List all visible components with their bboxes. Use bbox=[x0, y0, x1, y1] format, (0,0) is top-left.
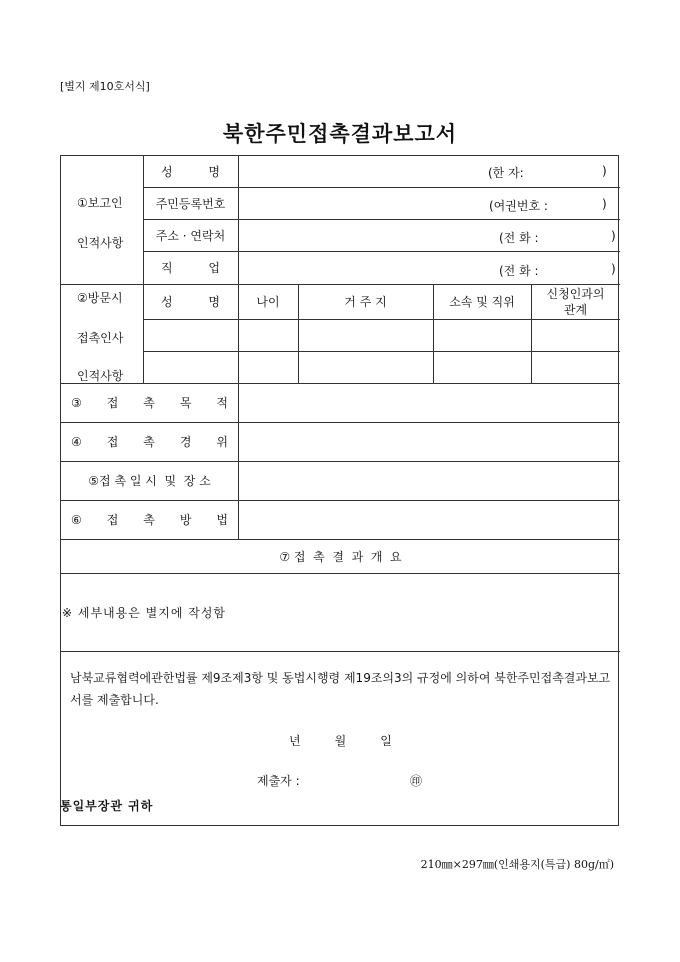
reporter-section-sublabel: 인적사항 bbox=[77, 236, 124, 250]
contact-person-section-label3: 인적사항 bbox=[77, 369, 124, 383]
contact-person-section-label: ②방문시 bbox=[77, 291, 123, 305]
recipient-line: 통일부장관 귀하 bbox=[60, 799, 154, 813]
report-form-table bbox=[60, 155, 619, 826]
contact-person-section-label2: 접촉인사 bbox=[77, 331, 124, 345]
seal-mark: ㊞ bbox=[410, 774, 423, 788]
document-title: 북한주민접촉결과보고서 bbox=[222, 121, 458, 146]
address-contact-label: 주소 · 연락처 bbox=[155, 228, 226, 243]
paper-spec: 210㎜×297㎜(인쇄용지(특급) 80g/㎡) bbox=[420, 858, 614, 871]
contact-background-label: ④ 접 촉 경 위 bbox=[71, 434, 228, 449]
result-summary-header: ⑦ 접 촉 결 과 개 요 bbox=[279, 549, 402, 564]
phone-label: (전 화 : bbox=[499, 231, 539, 245]
passport-close-paren: ) bbox=[602, 197, 607, 211]
hanja-close-paren: ) bbox=[602, 164, 607, 178]
affiliation-header: 소속 및 직위 bbox=[449, 295, 515, 309]
passport-number-label: (여권번호 : bbox=[489, 199, 548, 213]
phone-close-paren: ) bbox=[611, 229, 616, 243]
contact-purpose-label: ③ 접 촉 목 적 bbox=[71, 395, 228, 410]
occupation-label: 직 업 bbox=[161, 261, 220, 275]
reporter-name-label: 성 명 bbox=[161, 165, 220, 179]
reporter-section-label: ①보고인 bbox=[77, 196, 123, 210]
contact-name-header: 성 명 bbox=[161, 295, 220, 309]
resident-id-label: 주민등록번호 bbox=[155, 196, 226, 211]
form-number-label: [별지 제10호서식] bbox=[60, 80, 150, 93]
submitter-label: 제출자 : bbox=[257, 774, 300, 788]
age-header: 나이 bbox=[256, 295, 280, 309]
legal-statement: 남북교류협력에관한법률 제9조제3항 및 동법시행령 제19조의3의 규정에 의하여 북한주민접촉결과보고서를 제출합니다. bbox=[70, 671, 611, 707]
residence-header: 거 주 지 bbox=[344, 295, 387, 309]
submission-date: 년 월 일 bbox=[289, 734, 392, 748]
hanja-name-label: (한 자: bbox=[488, 166, 524, 180]
contact-method-label: ⑥ 접 촉 방 법 bbox=[71, 512, 228, 527]
detail-note: ※ 세부내용은 별지에 작성함 bbox=[62, 606, 227, 620]
occupation-phone-label: (전 화 : bbox=[499, 264, 539, 278]
contact-datetime-place-label: ⑤접 촉 일 시 및 장 소 bbox=[88, 474, 211, 488]
relation-header: 신청인과의 관계 bbox=[546, 286, 605, 317]
occupation-phone-close-paren: ) bbox=[611, 262, 616, 276]
